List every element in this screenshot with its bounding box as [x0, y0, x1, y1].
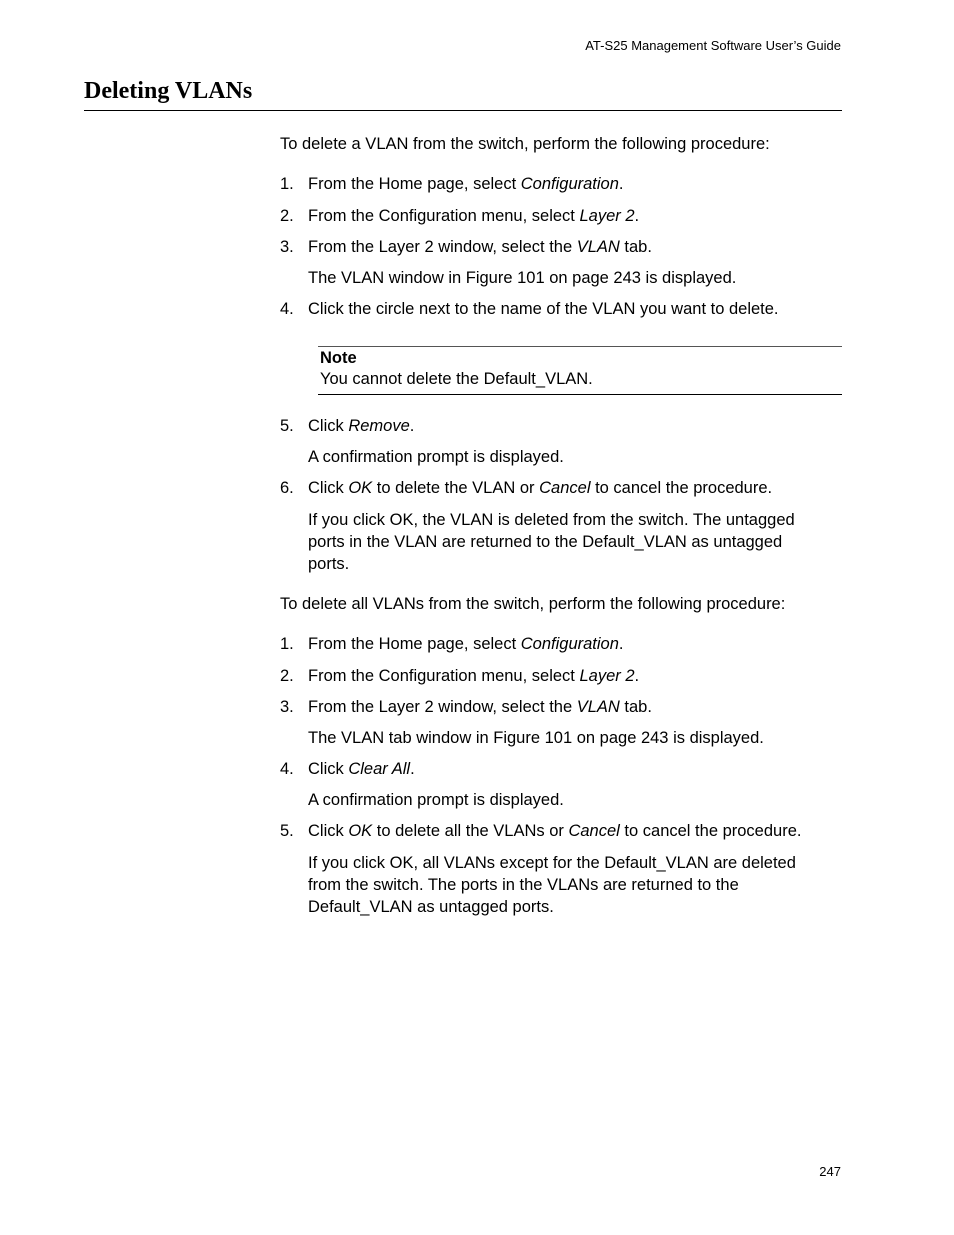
step-text: .	[410, 760, 415, 778]
step-text: .	[634, 207, 640, 225]
page-number: 247	[819, 1164, 841, 1179]
step-number: 6.	[280, 479, 294, 497]
step-result: The VLAN window in Figure 101 on page 243 is displayed.	[308, 269, 737, 287]
step-emphasis: Layer 2	[579, 207, 635, 225]
step-number: 5.	[280, 417, 294, 435]
title-rule	[84, 110, 842, 111]
step-result: A confirmation prompt is displayed.	[308, 448, 564, 466]
step-emphasis: VLAN	[576, 238, 620, 256]
step-number: 4.	[280, 300, 294, 318]
step-text: tab.	[619, 698, 652, 716]
note-box	[318, 346, 842, 395]
step-text: Click	[308, 417, 349, 435]
step-number: 3.	[280, 698, 294, 716]
step-emphasis: OK	[348, 822, 373, 840]
result-line: from the switch. The ports in the VLANs are returned to the	[308, 876, 739, 894]
note-text: You cannot delete the Default_VLAN.	[320, 370, 593, 388]
step-text: Click	[308, 479, 349, 497]
step-number: 5.	[280, 822, 294, 840]
step	[280, 236, 842, 258]
step-emphasis: Configuration	[520, 175, 619, 193]
step-result	[308, 852, 842, 918]
step-emphasis: Clear All	[348, 760, 411, 778]
result-line: If you click OK, all VLANs except for the Default_VLAN are deleted	[308, 854, 796, 872]
step-number: 4.	[280, 760, 294, 778]
step-emphasis: Remove	[348, 417, 410, 435]
step-text: Click the circle next to the name of the VLAN you want to delete.	[308, 300, 779, 318]
step-text: tab.	[619, 238, 652, 256]
step-text: From the Home page, select	[308, 635, 521, 653]
step-number: 1.	[280, 175, 294, 193]
procedure-intro: To delete a VLAN from the switch, perform the following procedure:	[280, 135, 770, 153]
step-emphasis: Cancel	[568, 822, 620, 840]
step	[280, 173, 842, 195]
step-text: to cancel the procedure.	[590, 479, 773, 497]
step-text: .	[409, 417, 415, 435]
step-emphasis: VLAN	[576, 698, 620, 716]
note-heading: Note	[320, 349, 357, 367]
result-line: ports.	[308, 555, 350, 573]
step-emphasis: Layer 2	[579, 667, 635, 685]
step-text: .	[618, 635, 624, 653]
step	[280, 820, 842, 842]
step-text: Click	[308, 760, 349, 778]
step-text: Click	[308, 822, 349, 840]
step	[280, 205, 842, 227]
step-text: .	[634, 667, 640, 685]
step	[280, 633, 842, 655]
step-emphasis: Configuration	[520, 635, 619, 653]
step-text: to delete all the VLANs or	[372, 822, 569, 840]
step	[280, 477, 842, 499]
step-text: From the Layer 2 window, select the	[308, 698, 577, 716]
step-number: 2.	[280, 207, 294, 225]
procedure-intro: To delete all VLANs from the switch, perform the following procedure:	[280, 595, 786, 613]
running-header: AT-S25 Management Software User’s Guide	[585, 38, 841, 53]
step-text: From the Configuration menu, select	[308, 207, 580, 225]
step	[280, 665, 842, 687]
step	[280, 696, 842, 718]
step-text: From the Layer 2 window, select the	[308, 238, 577, 256]
step-number: 1.	[280, 635, 294, 653]
step-emphasis: Cancel	[539, 479, 591, 497]
step	[280, 415, 842, 437]
step-text: to cancel the procedure.	[619, 822, 802, 840]
step	[280, 298, 842, 320]
step-result: A confirmation prompt is displayed.	[308, 791, 564, 809]
result-line: ports in the VLAN are returned to the Default_VLAN as untagged	[308, 533, 783, 551]
result-line: If you click OK, the VLAN is deleted from the switch. The untagged	[308, 511, 795, 529]
step-result: The VLAN tab window in Figure 101 on page 243 is displayed.	[308, 729, 764, 747]
step-number: 3.	[280, 238, 294, 256]
step-emphasis: OK	[348, 479, 373, 497]
step	[280, 758, 842, 780]
step-text: to delete the VLAN or	[372, 479, 540, 497]
step-result	[308, 509, 842, 575]
step-text: From the Home page, select	[308, 175, 521, 193]
result-line: Default_VLAN as untagged ports.	[308, 898, 554, 916]
section-title: Deleting VLANs	[84, 78, 253, 104]
step-text: .	[618, 175, 624, 193]
step-number: 2.	[280, 667, 294, 685]
step-text: From the Configuration menu, select	[308, 667, 580, 685]
